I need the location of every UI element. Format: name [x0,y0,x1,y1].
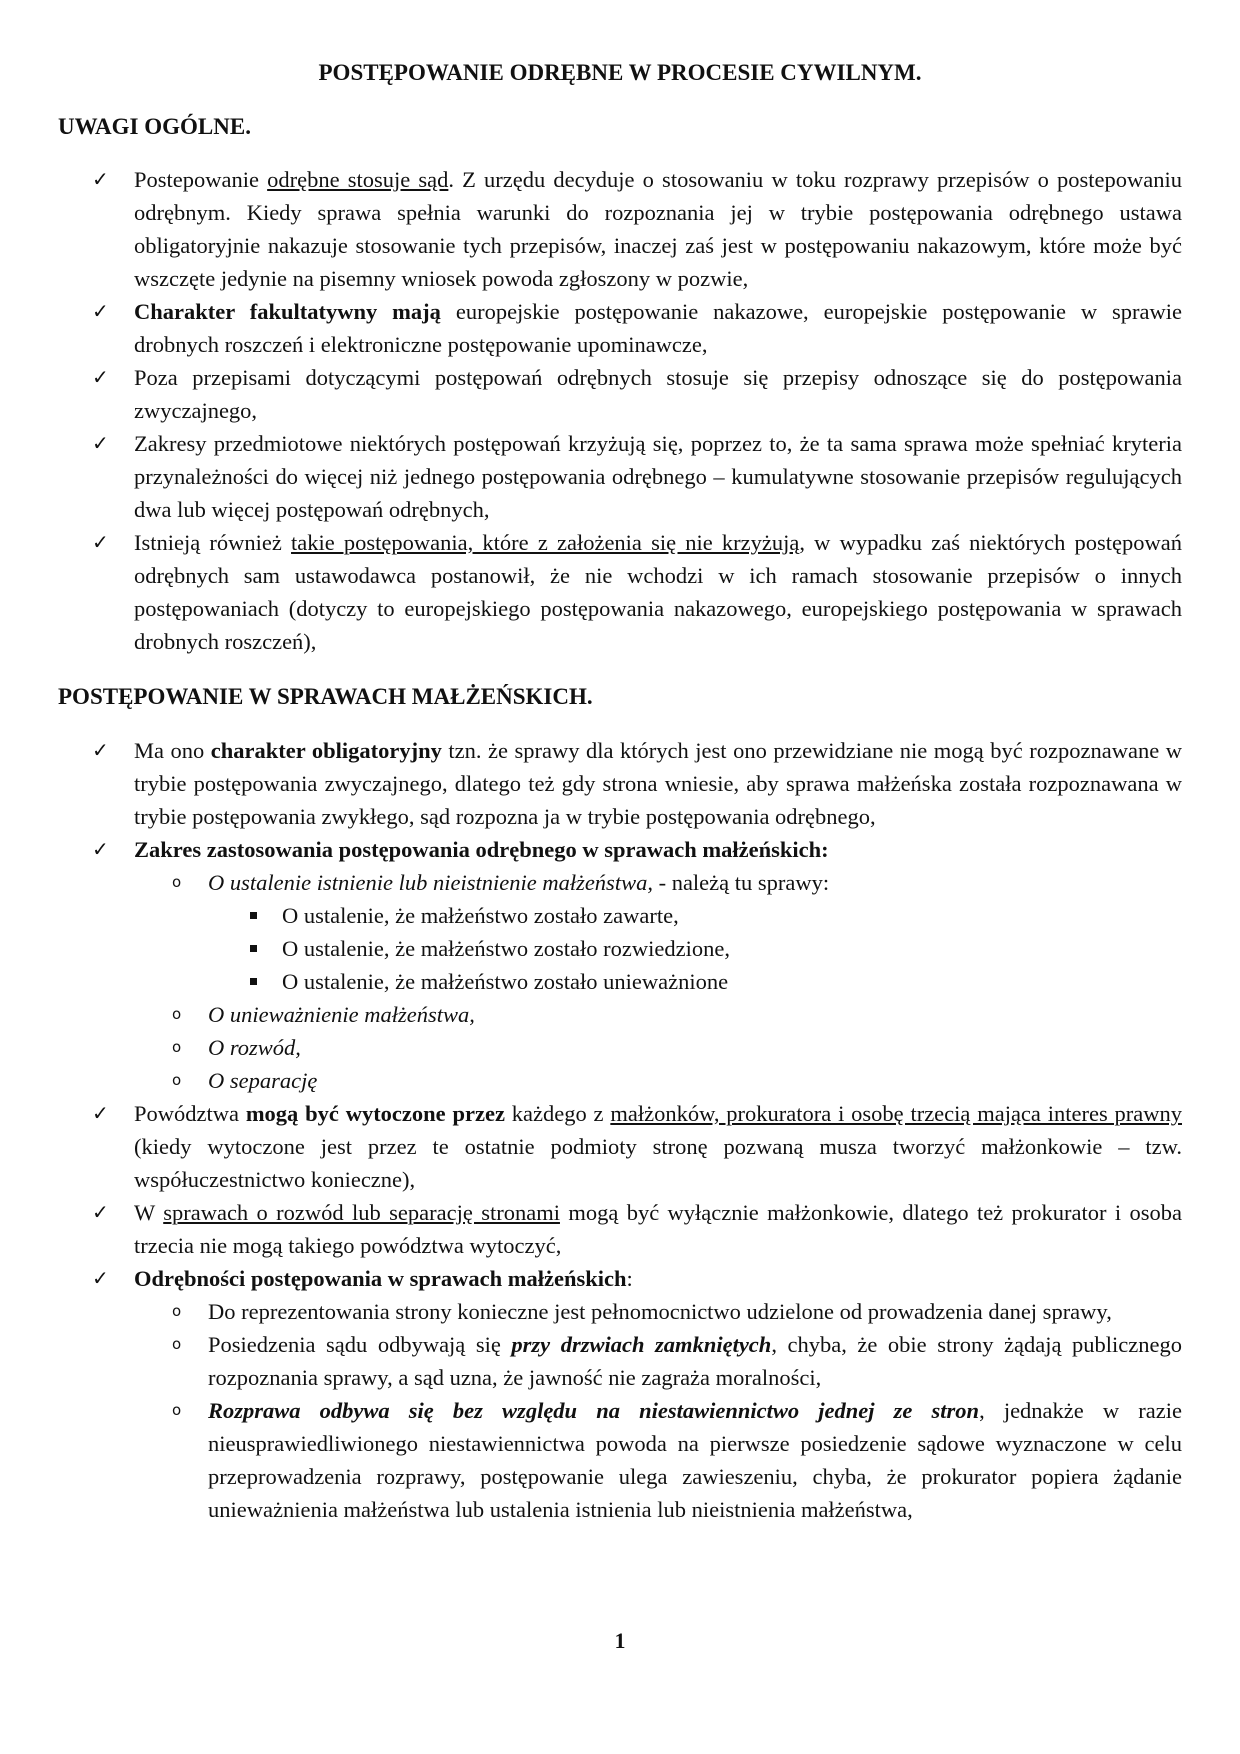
checkmark-icon: ✓ [92,365,109,389]
circle-bullet-icon: o [172,873,182,891]
checkmark-icon: ✓ [92,299,109,323]
sub-list-item: o O rozwód, [58,1031,1182,1064]
list-item: ✓ Charakter fakultatywny mają europejskie postępowanie nakazowe, europejskie postępowanie w sprawie drobnych roszczeń i elektroniczne postępowanie upominawcze, [58,295,1182,361]
checkmark-icon: ✓ [92,837,109,861]
section-heading-general-remarks: UWAGI OGÓLNE. [58,114,251,139]
list-item: ✓ Postepowanie odrębne stosuje sąd. Z urzędu decyduje o stosowaniu w toku rozprawy przepisów o postepowaniu odrębnym. Kiedy sprawa spełnia warunki do rozpoznania jej w trybie postępowania odrębnego ustawa obligatoryjnie nakazuje stosowanie tych przepisów, inaczej zaś jest w postępowaniu nakazowym, które może być wszczęte jedynie na pisemny wniosek powoda zgłoszony w pozwie, [58,163,1182,295]
list-item: ✓ Zakresy przedmiotowe niektórych postępowań krzyżują się, poprzez to, że ta sama sprawa może spełniać kryteria przynależności do więcej niż jednego postępowania odrębnego – kumulatywne stosowanie przepisów regulujących dwa lub więcej postępowań odrębnych, [58,427,1182,526]
checkmark-icon: ✓ [92,1101,109,1125]
circle-bullet-icon: o [172,1071,182,1089]
square-bullet-icon [250,978,257,985]
list-item: ✓ Ma ono charakter obligatoryjny tzn. że sprawy dla których jest ono przewidziane nie mogą być rozpoznawane w trybie postępowania zwyczajnego, dlatego też gdy strona wniesie, aby sprawa małżeńska została rozpoznawana w trybie postępowania zwykłego, sąd rozpozna ja w trybie postępowania odrębnego, [58,734,1182,833]
circle-bullet-icon: o [172,1335,182,1353]
circle-bullet-icon: o [172,1038,182,1056]
checkmark-icon: ✓ [92,738,109,762]
sub-list-item: o Do reprezentowania strony konieczne jest pełnomocnictwo udzielone od prowadzenia danej sprawy, [58,1295,1182,1328]
section-heading-marital-cases: POSTĘPOWANIE W SPRAWACH MAŁŻEŃSKICH. [58,684,593,709]
list-item: ✓ Zakres zastosowania postępowania odrębnego w sprawach małżeńskich: [58,833,1182,866]
sub-list-item: o Rozprawa odbywa się bez względu na niestawiennictwo jednej ze stron, jednakże w razie nieusprawiedliwionego niestawiennictwa powoda na pierwsze posiedzenie sądowe wyznaczone w celu przeprowadzenia rozprawy, postępowanie ulega zawieszeniu, chyba, że prokurator popiera żądanie unieważnienia małżeństwa lub ustalenia istnienia lub nieistnienia małżeństwa, [58,1394,1182,1526]
checkmark-icon: ✓ [92,167,109,191]
sub-sub-list-item: O ustalenie, że małżeństwo zostało unieważnione [58,965,1182,998]
sub-list-item: o O unieważnienie małżeństwa, [58,998,1182,1031]
checkmark-icon: ✓ [92,431,109,455]
circle-bullet-icon: o [172,1302,182,1320]
general-remarks-list [58,163,1182,658]
circle-bullet-icon: o [172,1005,182,1023]
square-bullet-icon [250,912,257,919]
document-title: POSTĘPOWANIE ODRĘBNE W PROCESIE CYWILNYM. [318,60,922,85]
list-item: ✓ Powództwa mogą być wytoczone przez każdego z małżonków, prokuratora i osobę trzecią mająca interes prawny (kiedy wytoczone jest przez te ostatnie podmioty stronę pozwaną musza tworzyć małżonkowie – tzw. współuczestnictwo konieczne), [58,1097,1182,1196]
list-item: ✓ W sprawach o rozwód lub separację stronami mogą być wyłącznie małżonkowie, dlatego też prokurator i osoba trzecia nie mogą takiego powództwa wytoczyć, [58,1196,1182,1262]
list-item: ✓ Odrębności postępowania w sprawach małżeńskich: [58,1262,1182,1295]
marital-cases-list [58,734,1182,1526]
sub-list-item: o O separację [58,1064,1182,1097]
list-item: ✓ Istnieją również takie postępowania, które z założenia się nie krzyżują, w wypadku zaś niektórych postępowań odrębnych sam ustawodawca postanowił, że nie wchodzi w ich ramach stosowanie przepisów o innych postępowaniach (dotyczy to europejskiego postępowania nakazowego, europejskiego postępowania w sprawach drobnych roszczeń), [58,526,1182,658]
sub-list-item: o O ustalenie istnienie lub nieistnienie małżeństwa, - należą tu sprawy: [58,866,1182,899]
sub-sub-list-item: O ustalenie, że małżeństwo zostało zawarte, [58,899,1182,932]
circle-bullet-icon: o [172,1401,182,1419]
sub-list-item: o Posiedzenia sądu odbywają się przy drzwiach zamkniętych, chyba, że obie strony żądają publicznego rozpoznania sprawy, a sąd uzna, że jawność nie zagraża moralności, [58,1328,1182,1394]
square-bullet-icon [250,945,257,952]
checkmark-icon: ✓ [92,530,109,554]
checkmark-icon: ✓ [92,1266,109,1290]
list-item: ✓ Poza przepisami dotyczącymi postępowań odrębnych stosuje się przepisy odnoszące się do postępowania zwyczajnego, [58,361,1182,427]
sub-sub-list-item: O ustalenie, że małżeństwo zostało rozwiedzione, [58,932,1182,965]
checkmark-icon: ✓ [92,1200,109,1224]
page-number: 1 [614,1628,626,1653]
